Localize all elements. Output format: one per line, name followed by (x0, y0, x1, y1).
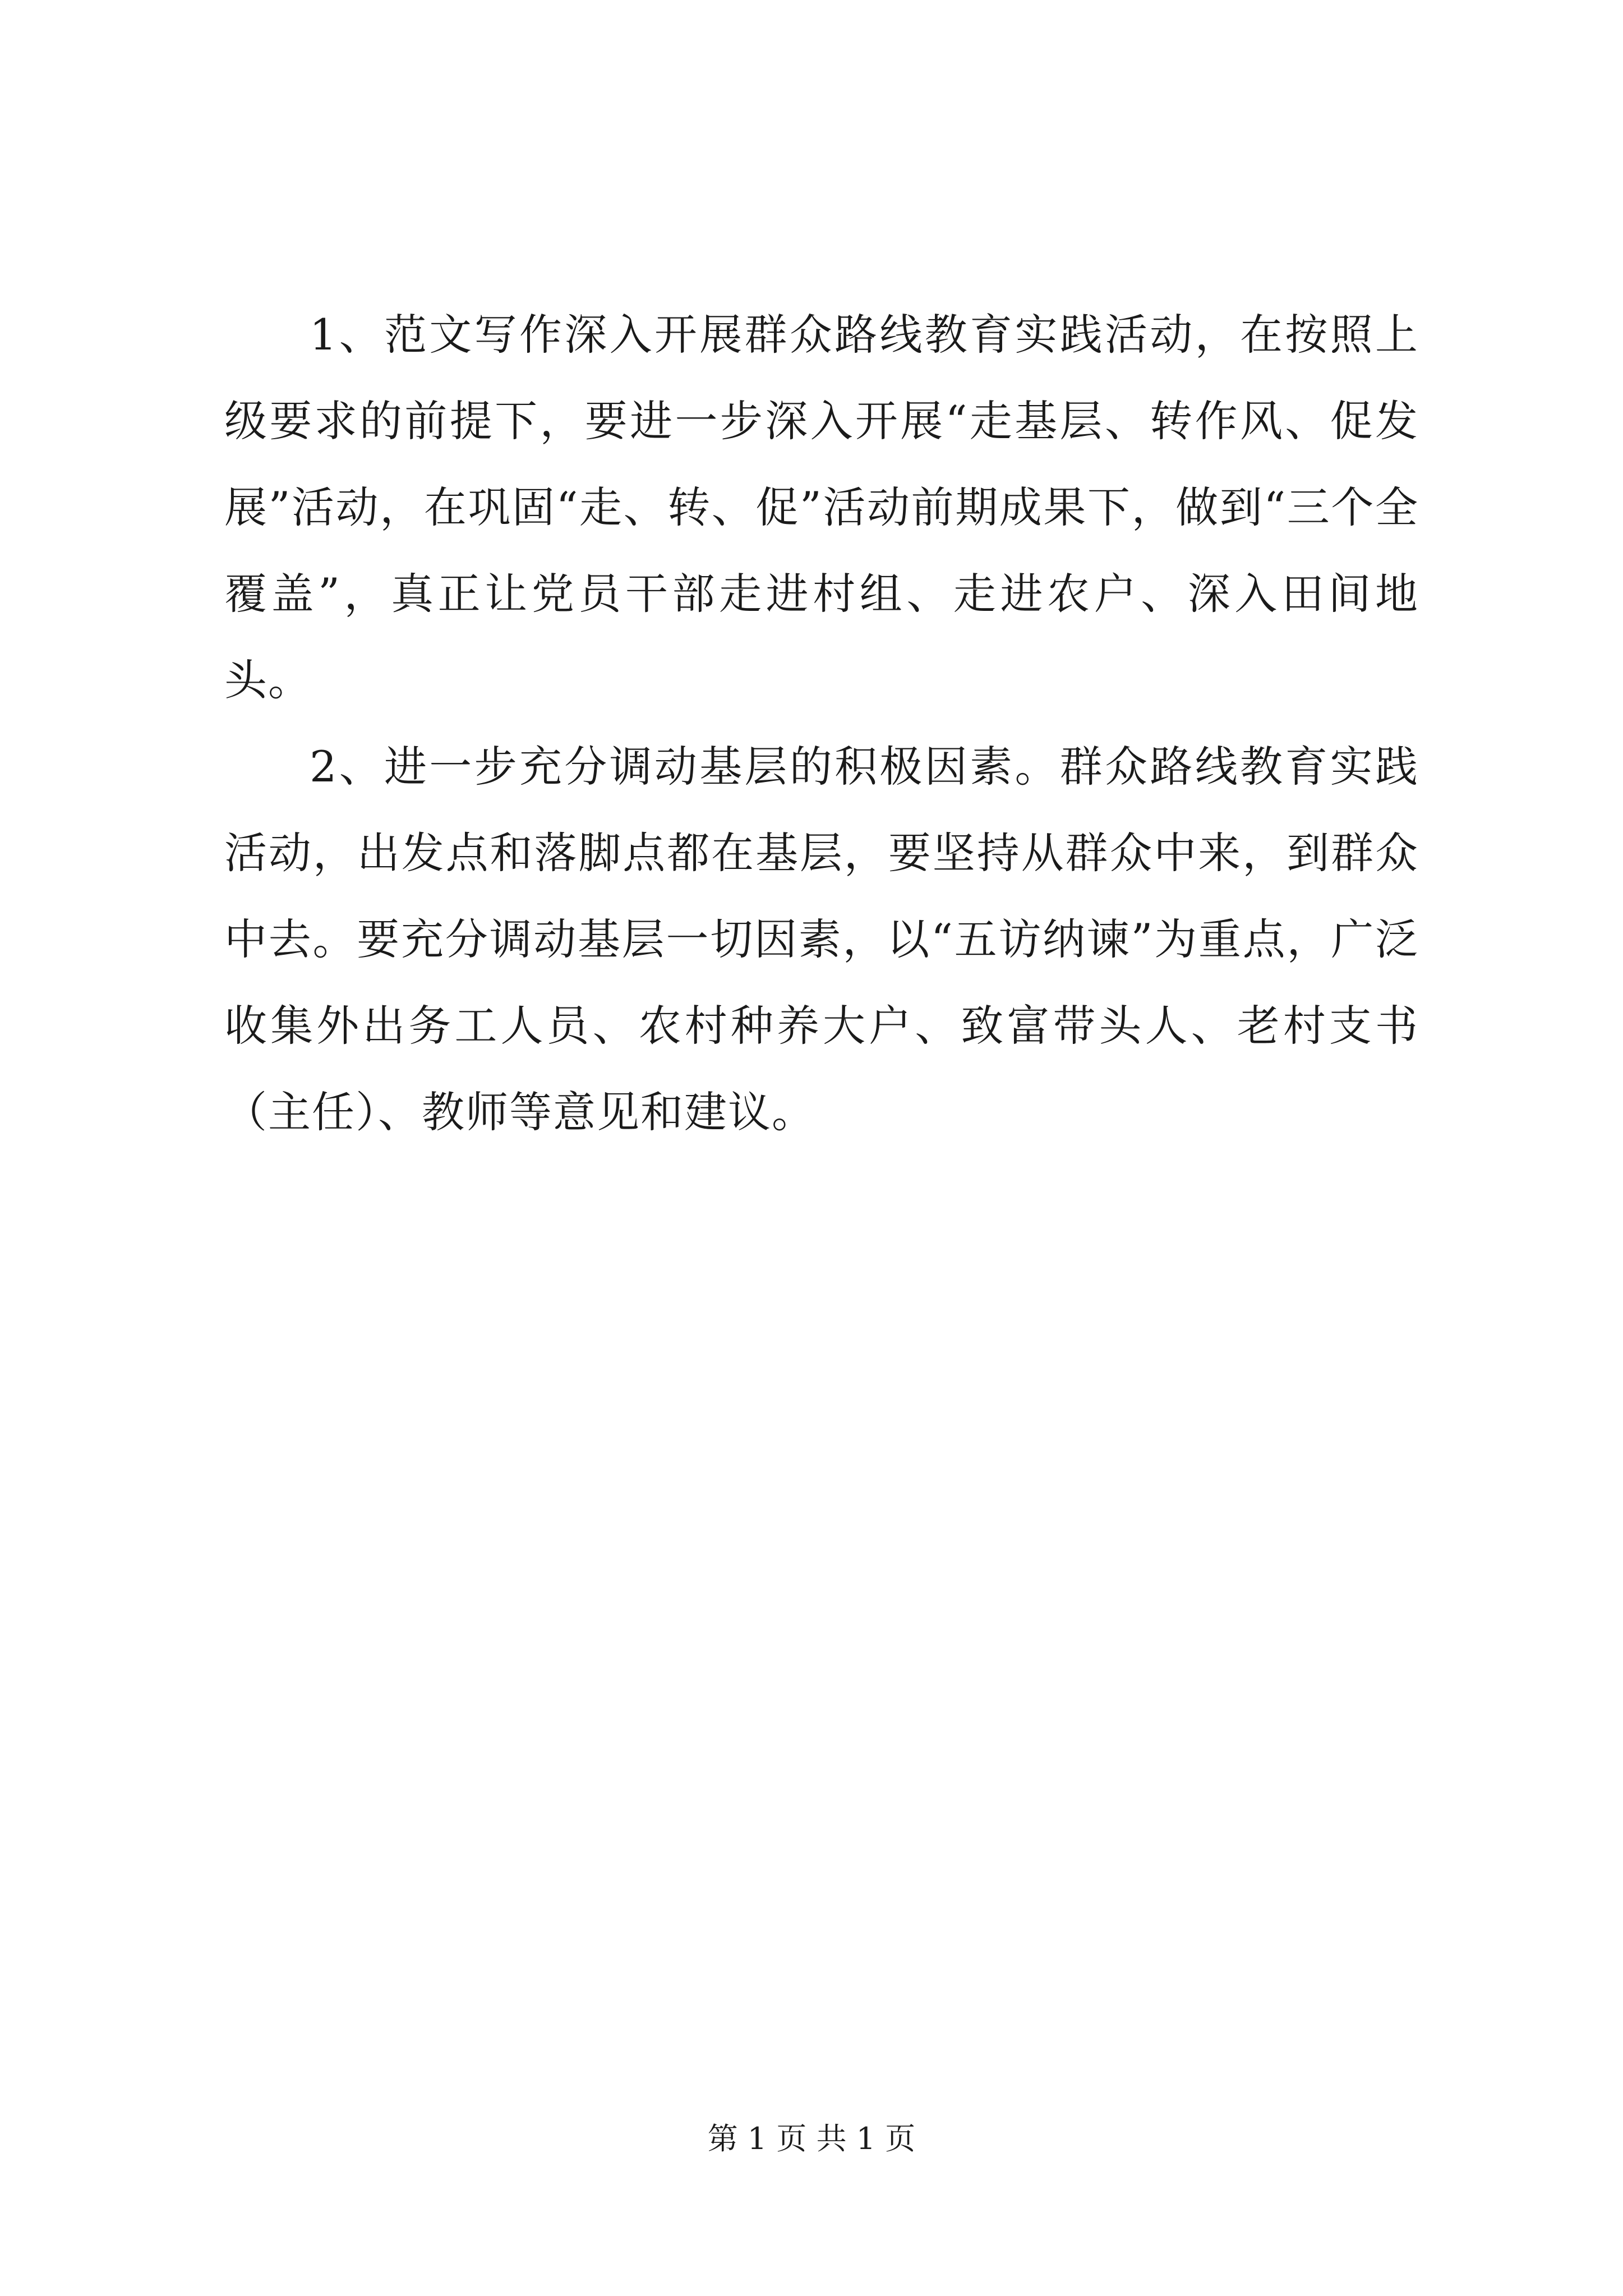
document-body (224, 292, 1419, 1156)
page-footer: 第 1 页 共 1 页 (707, 2121, 916, 2156)
paragraph-1: 1、范文写作深入开展群众路线教育实践活动，在按照上级要求的前提下，要进一步深入开展“走基层、转作风、促发展”活动，在巩固“走、转、促”活动前期成果下，做到“三个全覆盖”，真正让党员干部走进村组、走进农户、深入田间地头。 (224, 310, 1419, 705)
paragraph-2: 2、进一步充分调动基层的积极因素。群众路线教育实践活动，出发点和落脚点都在基层，要坚持从群众中来，到群众中去。要充分调动基层一切因素，以“五访纳谏”为重点，广泛收集外出务工人员、农村种养大户、致富带头人、老村支书（主任）、教师等意见和建议。 (224, 742, 1419, 1137)
